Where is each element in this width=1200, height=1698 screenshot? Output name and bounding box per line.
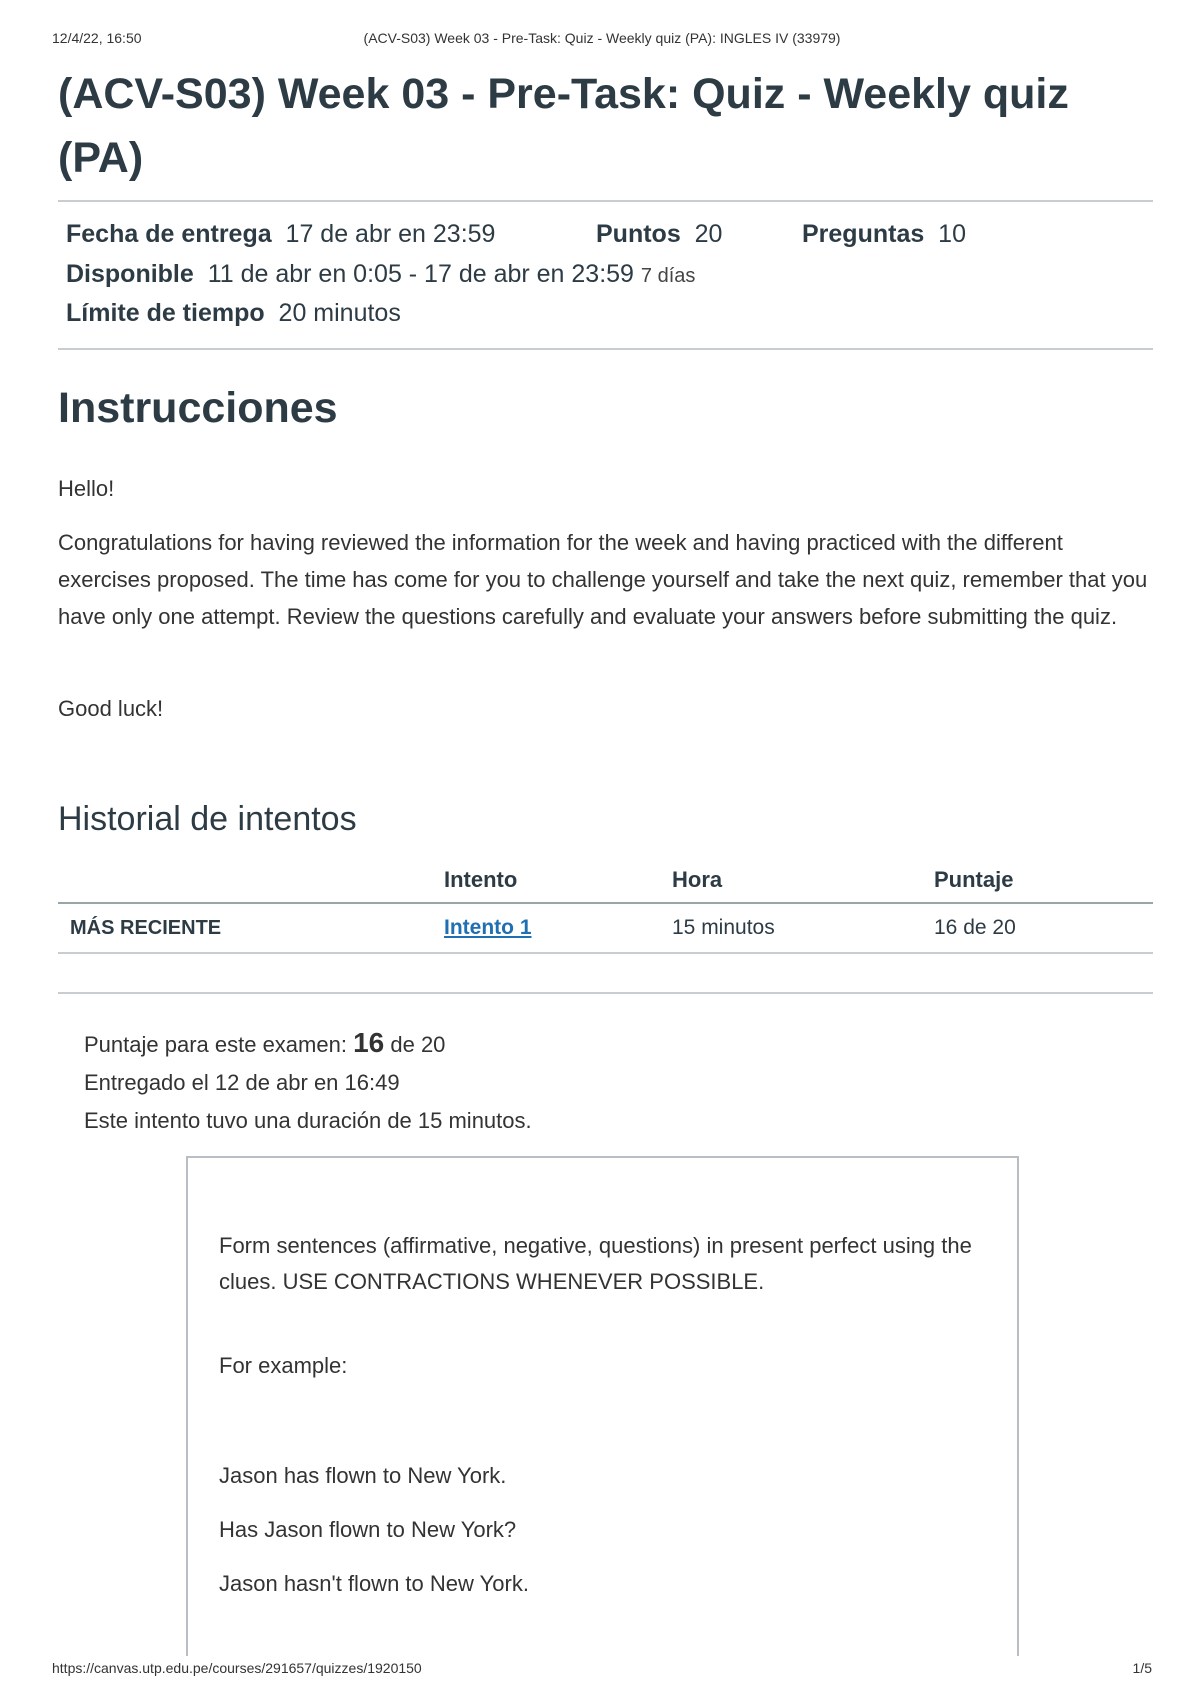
instructions-greeting: Hello! (58, 476, 115, 501)
points-label: Puntos (596, 220, 681, 248)
attempt-time: 15 minutos (672, 903, 934, 953)
score-value: 16 (353, 1027, 385, 1058)
history-divider (58, 992, 1153, 994)
table-header-row (58, 858, 1153, 903)
question-example-3: Jason hasn't flown to New York. (219, 1571, 529, 1596)
time-limit-label: Límite de tiempo (66, 299, 265, 327)
question-example-label: For example: (219, 1353, 348, 1378)
attempt-link[interactable]: Intento 1 (444, 916, 532, 939)
attempt-history-table (58, 858, 1153, 954)
attempt-label: MÁS RECIENTE (58, 903, 444, 953)
availability (66, 260, 695, 289)
score-suffix: de 20 (390, 1032, 446, 1057)
availability-label: Disponible (66, 260, 194, 288)
question-example-2: Has Jason flown to New York? (219, 1517, 517, 1542)
questions-count (802, 220, 966, 249)
score-line (84, 1024, 532, 1064)
duration-line: Este intento tuvo una duración de 15 minutos. (84, 1108, 532, 1133)
question-prompt: Form sentences (affirmative, negative, questions) in present perfect using the clues. USE CONTRACTIONS WHENEVER POSSIBLE. (219, 1233, 972, 1294)
quiz-details (58, 202, 1153, 348)
print-footer (52, 1660, 1152, 1680)
availability-value: 11 de abr en 0:05 - 17 de abr en 23:59 (207, 260, 634, 288)
table-row (58, 903, 1153, 953)
attempt-history-heading: Historial de intentos (58, 800, 357, 838)
instructions-body: Congratulations for having reviewed the information for the week and having practiced with the different exercises proposed. The time has come for you to challenge yourself and take the next quiz, remember that you have only one attempt. Review the questions carefully and evaluate your answers before submitting the quiz. (58, 530, 1148, 629)
page-number: 1/5 (1132, 1660, 1152, 1676)
time-limit (66, 299, 401, 328)
column-header: Intento (444, 858, 672, 903)
attempt-result (84, 1024, 532, 1140)
page-title: (ACV-S03) Week 03 - Pre-Task: Quiz - Weekly quiz (PA) (58, 70, 1069, 182)
due-date (66, 220, 495, 249)
submitted-line: Entregado el 12 de abr en 16:49 (84, 1070, 400, 1095)
due-date-value: 17 de abr en 23:59 (285, 220, 496, 248)
questions-label: Preguntas (802, 220, 925, 248)
question-example-1: Jason has flown to New York. (219, 1463, 507, 1488)
details-divider (58, 348, 1153, 350)
due-date-label: Fecha de entrega (66, 220, 272, 248)
attempt-cell (444, 903, 672, 953)
print-document-title: (ACV-S03) Week 03 - Pre-Task: Quiz - Weekly quiz (PA): INGLES IV (33979) (363, 30, 841, 46)
instructions-heading: Instrucciones (58, 384, 338, 432)
time-limit-value: 20 minutos (278, 299, 401, 327)
availability-days: 7 días (640, 265, 696, 287)
points (596, 220, 722, 249)
column-header (58, 858, 444, 903)
points-value: 20 (694, 220, 723, 248)
questions-value: 10 (938, 220, 966, 248)
quiz-content (58, 58, 1153, 1596)
column-header: Hora (672, 858, 934, 903)
instructions-closing: Good luck! (58, 696, 164, 721)
print-header (52, 30, 1152, 50)
print-url: https://canvas.utp.edu.pe/courses/291657/quizzes/1920150 (52, 1660, 422, 1676)
print-timestamp: 12/4/22, 16:50 (52, 30, 142, 46)
column-header: Puntaje (934, 858, 1153, 903)
question-box (186, 1156, 1019, 1656)
score-prefix: Puntaje para este examen: (84, 1032, 347, 1057)
attempt-score: 16 de 20 (934, 903, 1153, 953)
